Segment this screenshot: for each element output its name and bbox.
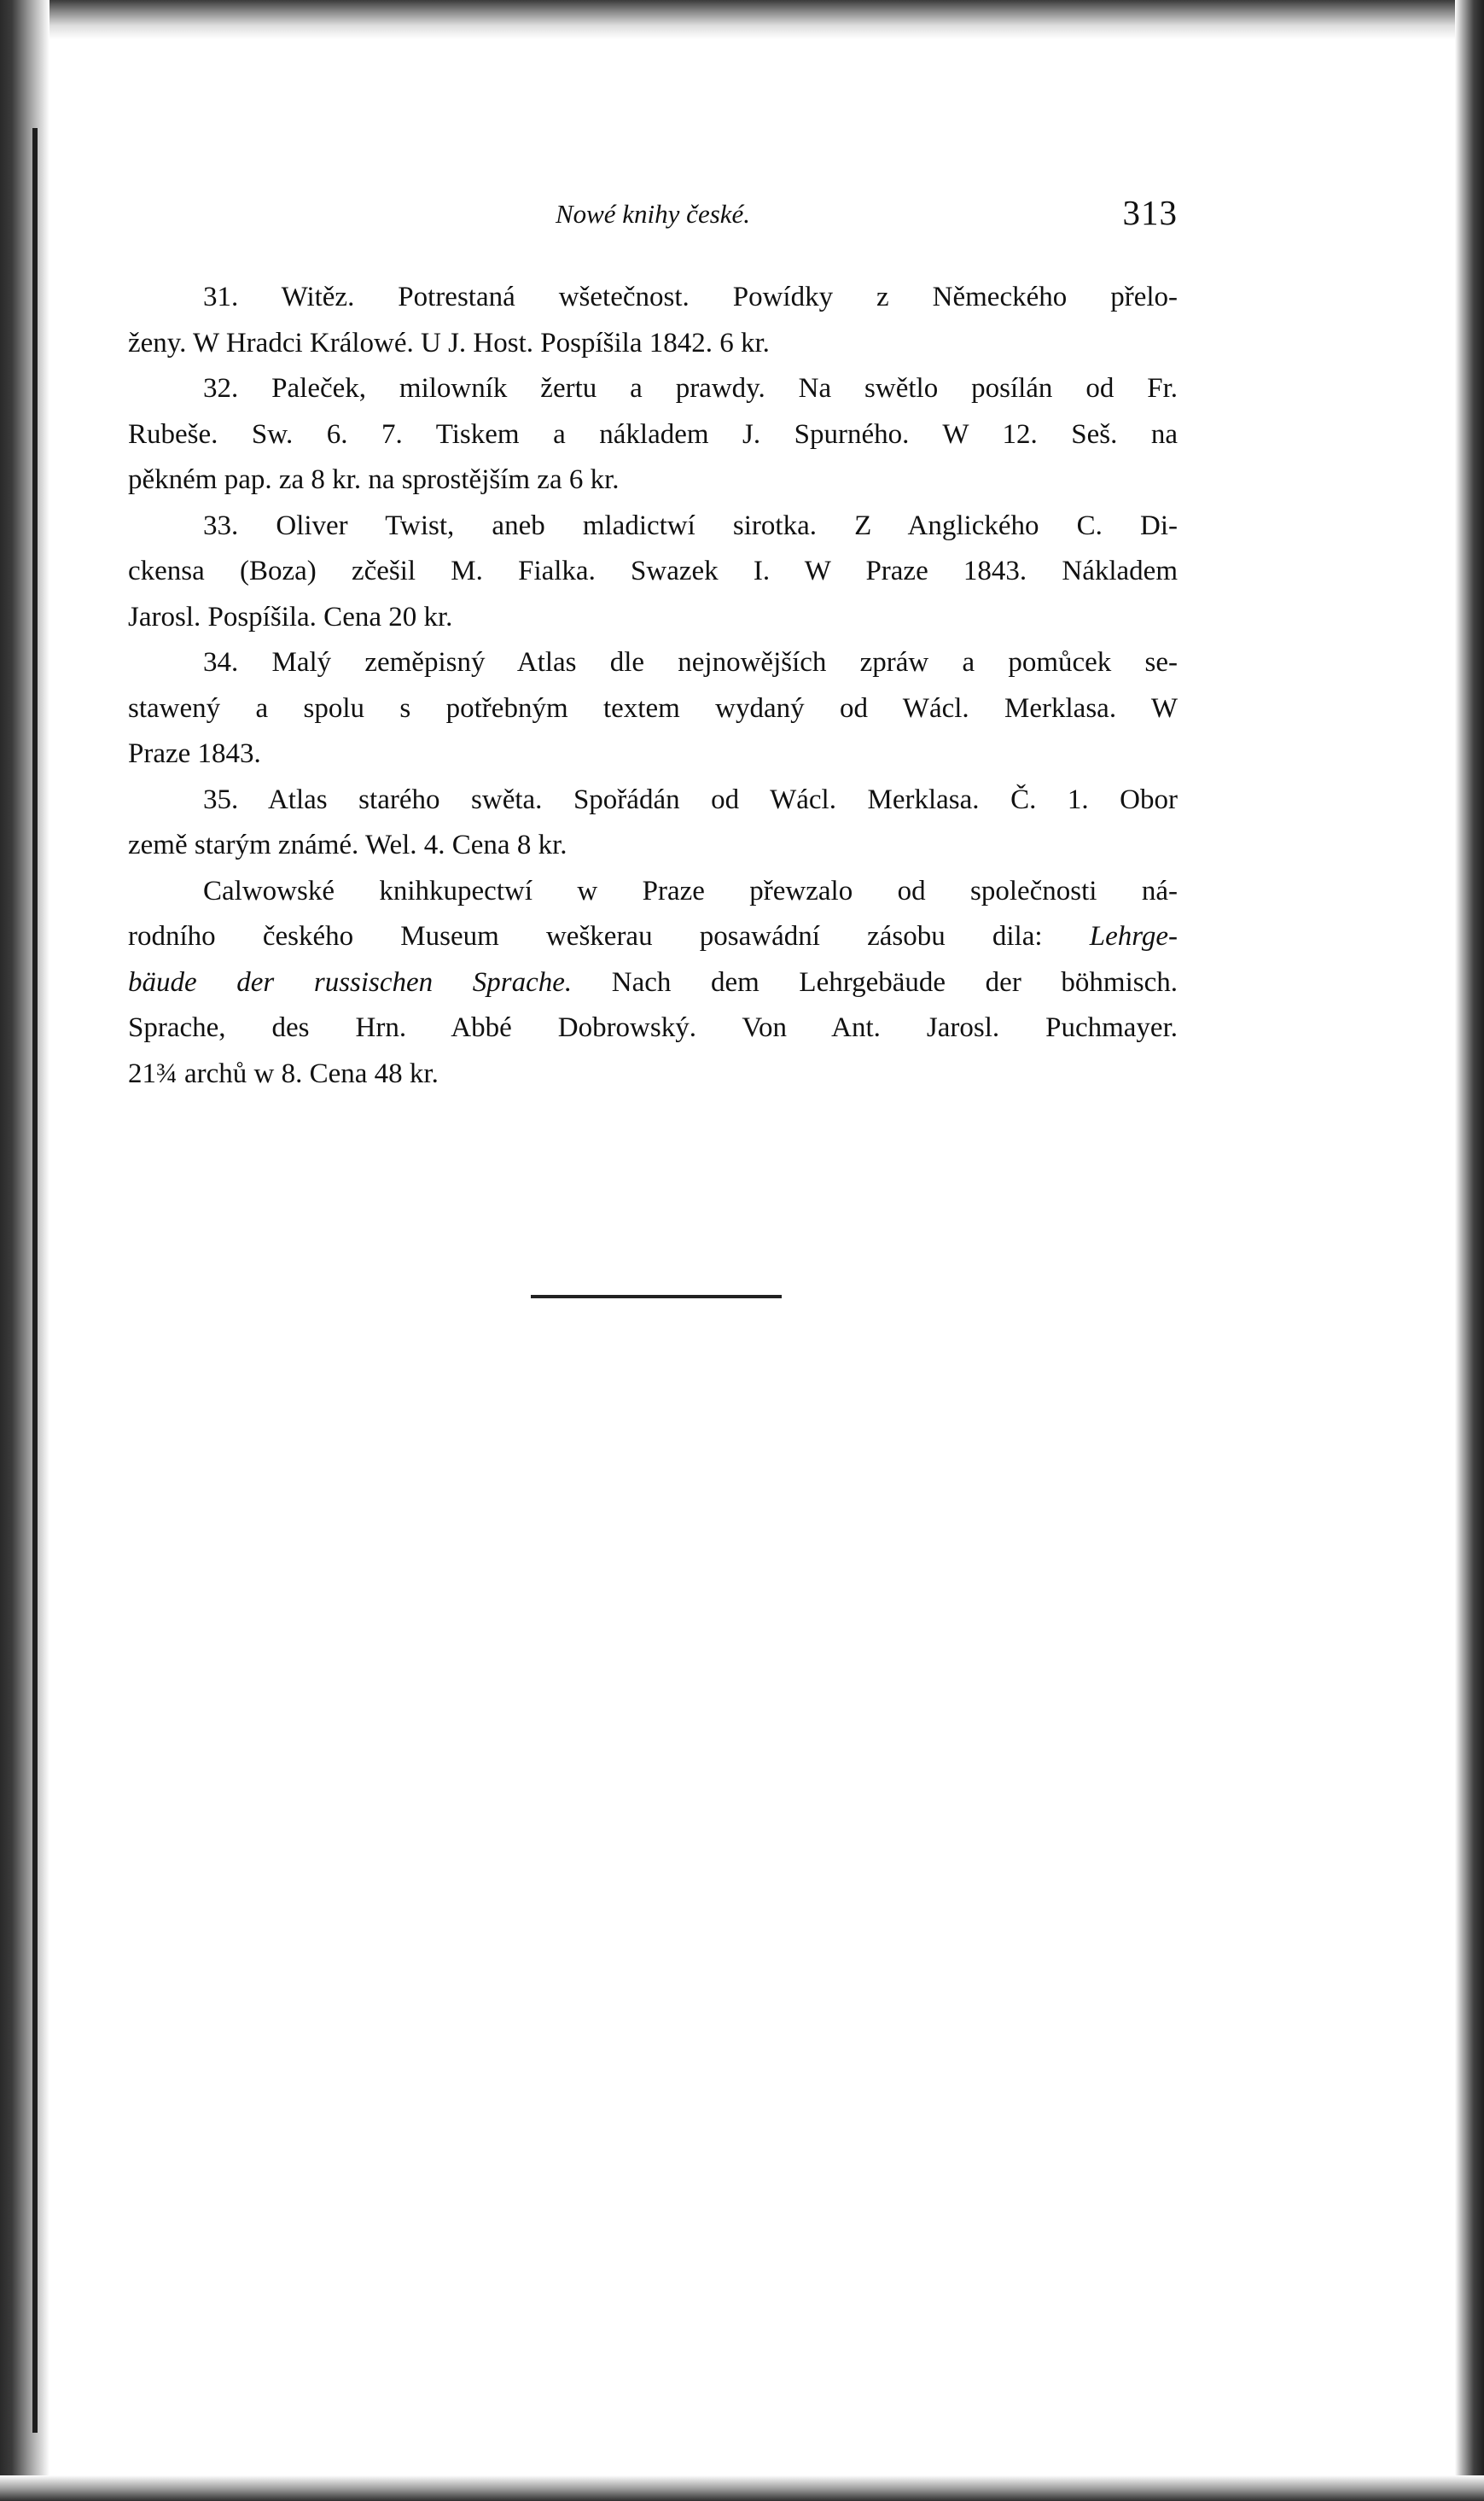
text-line: Rubeše. Sw. 6. 7. Tiskem a nákladem J. Spurného. W 12. Seš. na [128,418,1178,450]
scan-edge-left [0,0,49,2501]
text-line: Jarosl. Pospíšila. Cena 20 kr. [128,601,453,633]
page-body [128,275,1178,1097]
text-line [128,914,1178,960]
page-header [128,192,1178,243]
text-line: 35. Atlas starého swěta. Spořádán od Wácl. Merklasa. Č. 1. Obor [203,784,1178,815]
running-title: Nowé knihy české. [555,199,751,229]
text-lines [128,275,1178,914]
italic-title: Lehrge- [1089,921,1178,952]
italic-title: bäude der russischen Sprache. [128,966,573,998]
text-line: 21¾ archů w 8. Cena 48 kr. [128,1058,439,1089]
text-line: stawený a spolu s potřebným textem wydaný od Wácl. Merklasa. W [128,692,1178,724]
scan-edge-right [1455,0,1484,2501]
text-line [128,960,1178,1006]
scan-edge-top [0,0,1484,39]
text-line: 33. Oliver Twist, aneb mladictwí sirotka. Z Anglického C. Di- [203,510,1178,541]
binding-shadow [32,128,38,2433]
text-line: 34. Malý zeměpisný Atlas dle nejnowějších zpráw a pomůcek se- [203,647,1178,678]
text-line: pěkném pap. za 8 kr. na sprostějším za 6 kr. [128,464,620,495]
text-span: Nach dem Lehrgebäude der böhmisch. [572,966,1178,998]
text-line: 31. Witěz. Potrestaná wšetečnost. Powídky z Německého přelo- [203,282,1178,312]
text-line: 32. Paleček, milowník žertu a prawdy. Na swětlo posílán od Fr. [203,373,1178,404]
scan-edge-bottom [0,2475,1484,2501]
text-line: ženy. W Hradci Králowé. U J. Host. Pospíšila 1842. 6 kr. [128,327,770,359]
text-line: Sprache, des Hrn. Abbé Dobrowský. Von Ant. Jarosl. Puchmayer. [128,1012,1178,1043]
text-line: Praze 1843. [128,738,261,769]
text-line: ckensa (Boza) zčešil M. Fialka. Swazek I. W Praze 1843. Nákladem [128,556,1178,586]
section-divider [531,1295,782,1298]
text-span: rodního českého Museum weškerau posawádní zásobu dila: [128,921,1090,952]
text-line: Calwowské knihkupectwí w Praze přewzalo od společnosti ná- [203,875,1178,907]
text-line: země starým známé. Wel. 4. Cena 8 kr. [128,830,567,860]
page-number: 313 [1122,193,1178,232]
